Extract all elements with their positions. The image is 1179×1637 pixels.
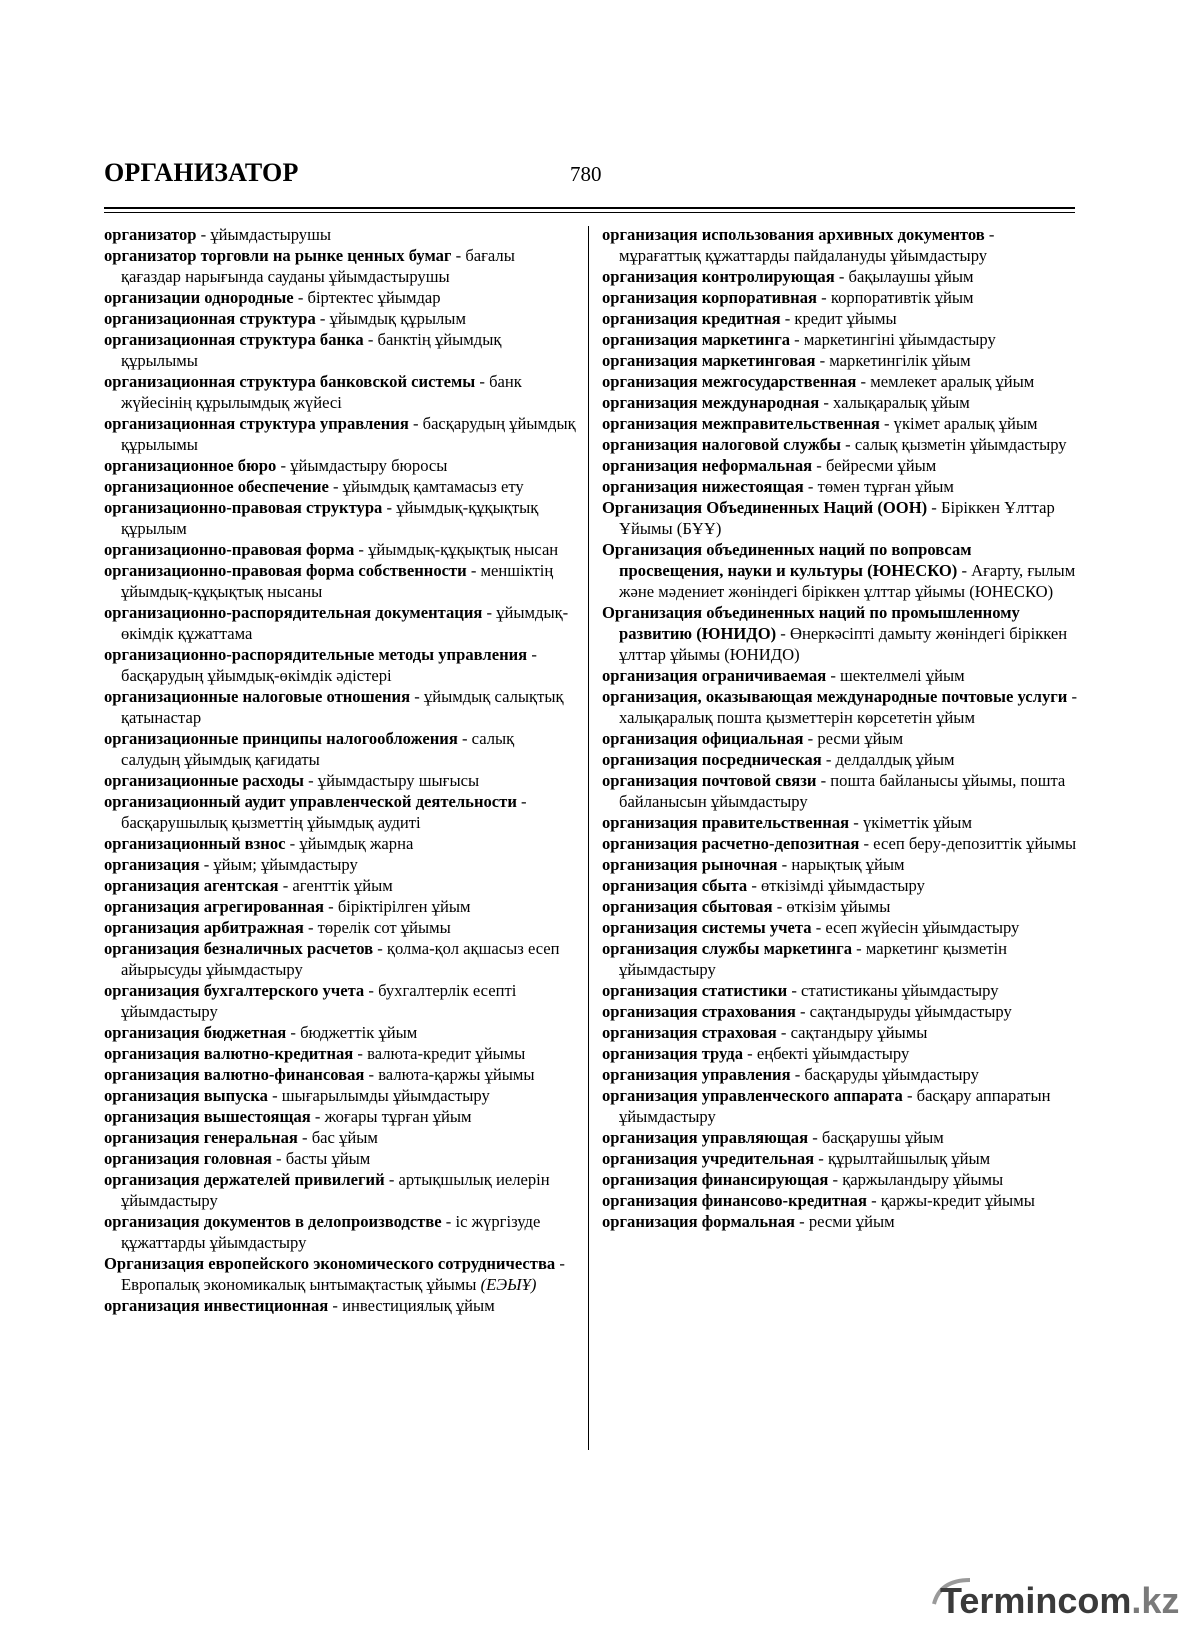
- entry-definition: маркетингіні ұйымдастыру: [803, 330, 996, 349]
- entry-definition: Өнеркәсіпті дамыту жөніндегі біріккен ұлттар ұйымы (ЮНИДО): [619, 624, 1068, 664]
- entry-term: организация выпуска: [104, 1086, 268, 1105]
- entry-term: организация держателей привилегий: [104, 1170, 385, 1189]
- entry-term: организационно-правовая форма собственности: [104, 561, 467, 580]
- entry-term: организация межгосударственная: [602, 372, 857, 391]
- entry-term: организация учредительная: [602, 1149, 815, 1168]
- dictionary-entry: организация кредитная - кредит ұйымы: [602, 309, 897, 328]
- entry-term: организация налоговой службы: [602, 435, 841, 454]
- dictionary-entry: организация использования архивных документов - мұрағаттық құжаттарды пайдалануды ұйымдастыру: [602, 225, 995, 265]
- dictionary-entry: организация корпоративная - корпоративтік ұйым: [602, 288, 974, 307]
- dictionary-entry: организация безналичных расчетов - қолма-қол ақшасыз есеп айырысуды ұйымдастыру: [104, 939, 560, 979]
- entry-term: организация корпоративная: [602, 288, 818, 307]
- entry-term: организационные расходы: [104, 771, 304, 790]
- dictionary-entry: организация арбитражная - төрелік сот ұйымы: [104, 918, 451, 937]
- dictionary-entry: организация расчетно-депозитная - есеп беру-депозиттік ұйымы: [602, 834, 1077, 853]
- entry-definition: жоғары тұрған ұйым: [324, 1107, 472, 1126]
- entry-term: организационный аудит управленческой деятельности: [104, 792, 517, 811]
- entry-definition: іс жүргізуде құжаттарды ұйымдастыру: [121, 1212, 541, 1252]
- entry-definition: басқарушы ұйым: [821, 1128, 944, 1147]
- dictionary-entry: организационно-правовая форма - ұйымдық-құқықтық нысан: [104, 540, 559, 559]
- entry-term: организационная структура банковской системы: [104, 372, 476, 391]
- dictionary-entry: Организация объединенных наций по вопровсам просвещения, науки и культуры (ЮНЕСКО) - Ағарту, ғылым және мәдениет жөніндегі біріккен ұлттар ұйымы (ЮНЕСКО): [602, 540, 1076, 601]
- entry-term: организация, оказывающая международные почтовые услуги: [602, 687, 1068, 706]
- dictionary-entry: организация формальная - ресми ұйым: [602, 1212, 895, 1231]
- entry-term: организация почтовой связи: [602, 771, 817, 790]
- entry-definition: ресми ұйым: [808, 1212, 895, 1231]
- entry-term: организация маркетинга: [602, 330, 791, 349]
- entry-definition: басты ұйым: [285, 1149, 371, 1168]
- entry-definition: кредит ұйымы: [794, 309, 897, 328]
- entry-term: организация посредническая: [602, 750, 822, 769]
- dictionary-entry: организация труда - еңбекті ұйымдастыру: [602, 1044, 910, 1063]
- entry-definition: мемлекет аралық ұйым: [870, 372, 1035, 391]
- dictionary-entry: организация агрегированная - біріктірілген ұйым: [104, 897, 471, 916]
- dictionary-entry: Организация европейского экономического сотрудничества - Европалық экономикалық ынтымақтастық ұйымы (ЕЭЫҰ): [104, 1254, 565, 1294]
- dictionary-entry: организация генеральная - бас ұйым: [104, 1128, 378, 1147]
- entry-definition: басқарудың ұйымдық-өкімдік әдістері: [121, 666, 392, 685]
- dictionary-entry: организационно-распорядительная документация - ұйымдық-өкімдік құжаттама: [104, 603, 569, 643]
- dictionary-entry: организация сбытовая - өткізім ұйымы: [602, 897, 891, 916]
- entry-term: организатор: [104, 225, 197, 244]
- dictionary-entry: Организация Объединенных Наций (ООН) - Біріккен Ұлттар Ұйымы (БҰҰ): [602, 498, 1055, 538]
- dictionary-entry: организационный взнос - ұйымдық жарна: [104, 834, 414, 853]
- entry-term: организация финансирующая: [602, 1170, 829, 1189]
- entry-term: организационная структура управления: [104, 414, 409, 433]
- entry-term: организация межправительственная: [602, 414, 880, 433]
- entry-definition: маркетинг қызметін ұйымдастыру: [619, 939, 1007, 979]
- entry-term: Организация объединенных наций по промышленному развитию (ЮНИДО): [602, 603, 1020, 643]
- dictionary-entry: организация неформальная - бейресми ұйым: [602, 456, 937, 475]
- watermark-logo: [940, 1580, 1179, 1622]
- entry-term: организация сбыта: [602, 876, 748, 895]
- entry-definition: шығарылымды ұйымдастыру: [281, 1086, 490, 1105]
- entry-definition: салық салудың ұйымдық қағидаты: [121, 729, 515, 769]
- dictionary-entry: организационные расходы - ұйымдастыру шығысы: [104, 771, 480, 790]
- column-divider: [588, 226, 589, 1450]
- entry-definition: ресми ұйым: [817, 729, 904, 748]
- dictionary-entry: организация документов в делопроизводстве - іс жүргізуде құжаттарды ұйымдастыру: [104, 1212, 541, 1252]
- entry-term: организация валютно-финансовая: [104, 1065, 365, 1084]
- entry-definition: нарықтық ұйым: [791, 855, 905, 874]
- dictionary-entry: организация посредническая - делдалдық ұйым: [602, 750, 955, 769]
- entry-definition: салық қызметін ұйымдастыру: [854, 435, 1067, 454]
- entry-definition: артықшылық иелерін ұйымдастыру: [121, 1170, 550, 1210]
- entry-term: организация арбитражная: [104, 918, 304, 937]
- entry-definition: маркетингілік ұйым: [829, 351, 971, 370]
- entry-definition: басқарушылық қызметтің ұйымдық аудиті: [121, 813, 421, 832]
- entry-definition: сақтандыруды ұйымдастыру: [809, 1002, 1012, 1021]
- dictionary-entry: организация управленческого аппарата - басқару аппаратын ұйымдастыру: [602, 1086, 1051, 1126]
- dictionary-entry: организация службы маркетинга - маркетинг қызметін ұйымдастыру: [602, 939, 1007, 979]
- dictionary-entry: организация финансово-кредитная - қаржы-кредит ұйымы: [602, 1191, 1035, 1210]
- entry-term: организация: [104, 855, 200, 874]
- entry-term: организационные принципы налогообложения: [104, 729, 458, 748]
- dictionary-entry: организационное бюро - ұйымдастыру бюросы: [104, 456, 448, 475]
- entry-term: Организация Объединенных Наций (ООН): [602, 498, 928, 517]
- dictionary-entry: организация сбыта - өткізімді ұйымдастыру: [602, 876, 925, 895]
- entry-definition: ұйымдық салықтық қатынастар: [121, 687, 564, 727]
- entry-term: организация кредитная: [602, 309, 781, 328]
- entry-definition: меншіктің ұйымдық-құқықтық нысаны: [121, 561, 554, 601]
- entry-definition: өткізім ұйымы: [786, 897, 891, 916]
- entry-definition: халықаралық пошта қызметтерін көрсететін ұйым: [619, 708, 975, 727]
- dictionary-entry: организация статистики - статистиканы ұйымдастыру: [602, 981, 999, 1000]
- dictionary-entry: организатор торговли на рынке ценных бумаг - бағалы қағаздар нарығында сауданы ұйымдастырушы: [104, 246, 515, 286]
- entry-term: организационно-распорядительная документация: [104, 603, 483, 622]
- entry-definition: басқарудың ұйымдық құрылымы: [121, 414, 576, 454]
- dictionary-entry: организация межправительственная - үкімет аралық ұйым: [602, 414, 1038, 433]
- dictionary-entry: организация валютно-кредитная - валюта-кредит ұйымы: [104, 1044, 526, 1063]
- dictionary-entry: организационный аудит управленческой деятельности - басқарушылық қызметтің ұйымдық аудиті: [104, 792, 527, 832]
- dictionary-entry: организация агентская - агенттік ұйым: [104, 876, 393, 895]
- entry-definition: сақтандыру ұйымы: [790, 1023, 928, 1042]
- dictionary-entry: организационно-правовая структура - ұйымдық-құқықтық құрылым: [104, 498, 539, 538]
- dictionary-entry: организация головная - басты ұйым: [104, 1149, 371, 1168]
- entry-definition: өткізімді ұйымдастыру: [761, 876, 925, 895]
- dictionary-entry: организация вышестоящая - жоғары тұрған ұйым: [104, 1107, 472, 1126]
- dictionary-entry: организация управляющая - басқарушы ұйым: [602, 1128, 944, 1147]
- entry-definition: есеп беру-депозиттік ұйымы: [873, 834, 1077, 853]
- entry-definition: қаржы-кредит ұйымы: [880, 1191, 1035, 1210]
- entry-term: организационная структура банка: [104, 330, 364, 349]
- entry-term: организационно-правовая форма: [104, 540, 355, 559]
- entry-definition: ұйымдық жарна: [299, 834, 414, 853]
- entry-term: организация документов в делопроизводстве: [104, 1212, 442, 1231]
- dictionary-entry: организации однородные - біртектес ұйымдар: [104, 288, 441, 307]
- entry-term: организации однородные: [104, 288, 294, 307]
- entry-definition: қаржыландыру ұйымы: [842, 1170, 1004, 1189]
- dictionary-entry: организация рыночная - нарықтық ұйым: [602, 855, 905, 874]
- entry-definition: үкіметтік ұйым: [862, 813, 972, 832]
- entry-definition: біріктірілген ұйым: [337, 897, 471, 916]
- entry-definition: ұйымдастыру шығысы: [317, 771, 480, 790]
- entry-definition: құрылтайшылық ұйым: [827, 1149, 991, 1168]
- dictionary-entry: организационно-распорядительные методы управления - басқарудың ұйымдық-өкімдік әдістері: [104, 645, 537, 685]
- header-rule-thick: [104, 207, 1075, 209]
- dictionary-entry: организация официальная - ресми ұйым: [602, 729, 904, 748]
- entry-definition: бейресми ұйым: [825, 456, 937, 475]
- dictionary-entry: организация страхования - сақтандыруды ұйымдастыру: [602, 1002, 1012, 1021]
- dictionary-entry: организация держателей привилегий - артықшылық иелерін ұйымдастыру: [104, 1170, 550, 1210]
- entry-definition: біртектес ұйымдар: [307, 288, 441, 307]
- dictionary-entry: организация налоговой службы - салық қызметін ұйымдастыру: [602, 435, 1067, 454]
- dictionary-entry: организация межгосударственная - мемлекет аралық ұйым: [602, 372, 1035, 391]
- entry-definition: статистиканы ұйымдастыру: [801, 981, 999, 1000]
- dictionary-entry: организация - ұйым; ұйымдастыру: [104, 855, 358, 874]
- entry-definition: банктің ұйымдық құрылымы: [121, 330, 502, 370]
- entry-term: организация безналичных расчетов: [104, 939, 374, 958]
- entry-definition: бағалы қағаздар нарығында сауданы ұйымдастырушы: [121, 246, 515, 286]
- entry-definition: Біріккен Ұлттар Ұйымы (БҰҰ): [619, 498, 1055, 538]
- entry-term: организация международная: [602, 393, 820, 412]
- entry-definition: төмен тұрған ұйым: [817, 477, 954, 496]
- entry-term: организационное обеспечение: [104, 477, 329, 496]
- entry-term: организация страховая: [602, 1023, 777, 1042]
- header-rule-thin: [104, 212, 1075, 213]
- entry-definition: бас ұйым: [311, 1128, 378, 1147]
- dictionary-entry: организационные принципы налогообложения - салық салудың ұйымдық қағидаты: [104, 729, 515, 769]
- entry-definition: валюта-кредит ұйымы: [367, 1044, 526, 1063]
- dictionary-entry: организатор - ұйымдастырушы: [104, 225, 332, 244]
- entry-definition: басқаруды ұйымдастыру: [804, 1065, 979, 1084]
- entry-term: организация валютно-кредитная: [104, 1044, 354, 1063]
- right-column: [602, 224, 1080, 1232]
- entry-definition: басқару аппаратын ұйымдастыру: [619, 1086, 1051, 1126]
- entry-definition: шектелмелі ұйым: [840, 666, 965, 685]
- entry-definition: Ағарту, ғылым және мәдениет жөніндегі біріккен ұлттар ұйымы (ЮНЕСКО): [619, 561, 1076, 601]
- entry-term: организация официальная: [602, 729, 804, 748]
- entry-definition: ұйымдық-құқықтық нысан: [368, 540, 559, 559]
- entry-term: организация агентская: [104, 876, 279, 895]
- entry-term: организация ограничиваемая: [602, 666, 827, 685]
- entry-definition: банк жүйесінің құрылымдық жүйесі: [121, 372, 522, 412]
- entry-term: организационное бюро: [104, 456, 277, 475]
- entry-definition: халықаралық ұйым: [833, 393, 970, 412]
- entry-term: организация статистики: [602, 981, 788, 1000]
- dictionary-entry: организация страховая - сақтандыру ұйымы: [602, 1023, 928, 1042]
- entry-term: организация управляющая: [602, 1128, 809, 1147]
- entry-term: организация генеральная: [104, 1128, 298, 1147]
- dictionary-entry: организация, оказывающая международные почтовые услуги - халықаралық пошта қызметтерін көрсететін ұйым: [602, 687, 1078, 727]
- entry-term: организация головная: [104, 1149, 272, 1168]
- watermark-text: Termincom: [940, 1580, 1132, 1621]
- entry-term: организация агрегированная: [104, 897, 324, 916]
- entry-term: организация управления: [602, 1065, 791, 1084]
- entry-term: организация использования архивных документов: [602, 225, 985, 244]
- left-column: [104, 224, 576, 1316]
- entry-term: Организация объединенных наций по вопровсам просвещения, науки и культуры (ЮНЕСКО): [602, 540, 972, 580]
- entry-definition: пошта байланысы ұйымы, пошта байланысын ұйымдастыру: [619, 771, 1066, 811]
- dictionary-entry: организационная структура банковской системы - банк жүйесінің құрылымдық жүйесі: [104, 372, 522, 412]
- dictionary-entry: организационно-правовая форма собственности - меншіктің ұйымдық-құқықтық нысаны: [104, 561, 554, 601]
- entry-definition: қолма-қол ақшасыз есеп айырысуды ұйымдастыру: [121, 939, 560, 979]
- dictionary-entry: организация финансирующая - қаржыландыру ұйымы: [602, 1170, 1004, 1189]
- entry-term: организация инвестиционная: [104, 1296, 329, 1315]
- entry-definition: бақылаушы ұйым: [848, 267, 974, 286]
- entry-abbreviation: (ЕЭЫҰ): [480, 1275, 537, 1294]
- entry-term: организация системы учета: [602, 918, 812, 937]
- dictionary-entry: организация бюджетная - бюджеттік ұйым: [104, 1023, 418, 1042]
- entry-definition: мұрағаттық құжаттарды пайдалануды ұйымдастыру: [619, 246, 988, 265]
- entry-term: организация нижестоящая: [602, 477, 804, 496]
- entry-term: организация рыночная: [602, 855, 778, 874]
- entry-term: организация службы маркетинга: [602, 939, 852, 958]
- entry-definition: агенттік ұйым: [292, 876, 393, 895]
- entry-definition: ұйым; ұйымдастыру: [213, 855, 358, 874]
- entry-definition: делдалдық ұйым: [835, 750, 955, 769]
- entry-definition: ұйымдастырушы: [210, 225, 332, 244]
- dictionary-entry: организационные налоговые отношения - ұйымдық салықтық қатынастар: [104, 687, 564, 727]
- entry-term: организация правительственная: [602, 813, 850, 832]
- entry-definition: бюджеттік ұйым: [300, 1023, 418, 1042]
- dictionary-entry: организационное обеспечение - ұйымдық қамтамасыз ету: [104, 477, 524, 496]
- entry-term: организационно-распорядительные методы управления: [104, 645, 528, 664]
- dictionary-entry: организационная структура управления - басқарудың ұйымдық құрылымы: [104, 414, 576, 454]
- page-header-title: ОРГАНИЗАТОР: [104, 158, 299, 187]
- dictionary-entry: организация контролирующая - бақылаушы ұйым: [602, 267, 974, 286]
- entry-term: организация расчетно-депозитная: [602, 834, 860, 853]
- dictionary-entry: организация управления - басқаруды ұйымдастыру: [602, 1065, 979, 1084]
- dictionary-entry: организация учредительная - құрылтайшылық ұйым: [602, 1149, 991, 1168]
- entry-definition: Европалық экономикалық ынтымақтастық ұйымы: [121, 1275, 477, 1294]
- dictionary-entry: организация маркетинговая - маркетингілік ұйым: [602, 351, 971, 370]
- entry-definition: валюта-қаржы ұйымы: [378, 1065, 535, 1084]
- entry-term: организационный взнос: [104, 834, 286, 853]
- entry-term: организационные налоговые отношения: [104, 687, 411, 706]
- entry-term: организация неформальная: [602, 456, 813, 475]
- entry-term: организация труда: [602, 1044, 743, 1063]
- dictionary-entry: организация маркетинга - маркетингіні ұйымдастыру: [602, 330, 996, 349]
- entry-term: организация управленческого аппарата: [602, 1086, 903, 1105]
- entry-term: организация страхования: [602, 1002, 796, 1021]
- entry-term: организация финансово-кредитная: [602, 1191, 867, 1210]
- entry-term: организация маркетинговая: [602, 351, 816, 370]
- entry-definition: үкімет аралық ұйым: [893, 414, 1038, 433]
- dictionary-entry: организация ограничиваемая - шектелмелі ұйым: [602, 666, 965, 685]
- dictionary-entry: организация нижестоящая - төмен тұрған ұйым: [602, 477, 954, 496]
- entry-definition: ұйымдық-өкімдік құжаттама: [121, 603, 569, 643]
- dictionary-entry: организация системы учета - есеп жүйесін ұйымдастыру: [602, 918, 1020, 937]
- watermark-tld: .kz: [1131, 1580, 1179, 1621]
- entry-term: организационная структура: [104, 309, 316, 328]
- entry-definition: инвестициялық ұйым: [342, 1296, 495, 1315]
- dictionary-entry: организационная структура - ұйымдық құрылым: [104, 309, 466, 328]
- dictionary-entry: организация почтовой связи - пошта байланысы ұйымы, пошта байланысын ұйымдастыру: [602, 771, 1066, 811]
- entry-term: организатор торговли на рынке ценных бумаг: [104, 246, 452, 265]
- dictionary-entry: Организация объединенных наций по промышленному развитию (ЮНИДО) - Өнеркәсіпті дамыту жөніндегі біріккен ұлттар ұйымы (ЮНИДО): [602, 603, 1068, 664]
- entry-definition: еңбекті ұйымдастыру: [756, 1044, 910, 1063]
- entry-definition: ұйымдық қамтамасыз ету: [342, 477, 524, 496]
- dictionary-entry: организация валютно-финансовая - валюта-қаржы ұйымы: [104, 1065, 535, 1084]
- entry-definition: бухгалтерлік есепті ұйымдастыру: [121, 981, 517, 1021]
- dictionary-entry: организация выпуска - шығарылымды ұйымдастыру: [104, 1086, 490, 1105]
- entry-term: организационно-правовая структура: [104, 498, 383, 517]
- dictionary-entry: организационная структура банка - банктің ұйымдық құрылымы: [104, 330, 502, 370]
- dictionary-entry: организация международная - халықаралық ұйым: [602, 393, 970, 412]
- entry-term: организация вышестоящая: [104, 1107, 311, 1126]
- entry-definition: төрелік сот ұйымы: [317, 918, 451, 937]
- page-number: 780: [570, 162, 602, 186]
- entry-term: организация контролирующая: [602, 267, 835, 286]
- dictionary-entry: организация инвестиционная - инвестициялық ұйым: [104, 1296, 495, 1315]
- entry-definition: ұйымдастыру бюросы: [290, 456, 448, 475]
- entry-definition: ұйымдық құрылым: [329, 309, 466, 328]
- entry-term: организация бухгалтерского учета: [104, 981, 365, 1000]
- entry-definition: корпоративтік ұйым: [830, 288, 974, 307]
- entry-term: организация сбытовая: [602, 897, 773, 916]
- entry-term: организация бюджетная: [104, 1023, 287, 1042]
- entry-term: Организация европейского экономического сотрудничества: [104, 1254, 556, 1273]
- entry-definition: ұйымдық-құқықтық құрылым: [121, 498, 539, 538]
- entry-term: организация формальная: [602, 1212, 795, 1231]
- entry-definition: есеп жүйесін ұйымдастыру: [825, 918, 1020, 937]
- dictionary-entry: организация правительственная - үкіметтік ұйым: [602, 813, 972, 832]
- dictionary-entry: организация бухгалтерского учета - бухгалтерлік есепті ұйымдастыру: [104, 981, 517, 1021]
